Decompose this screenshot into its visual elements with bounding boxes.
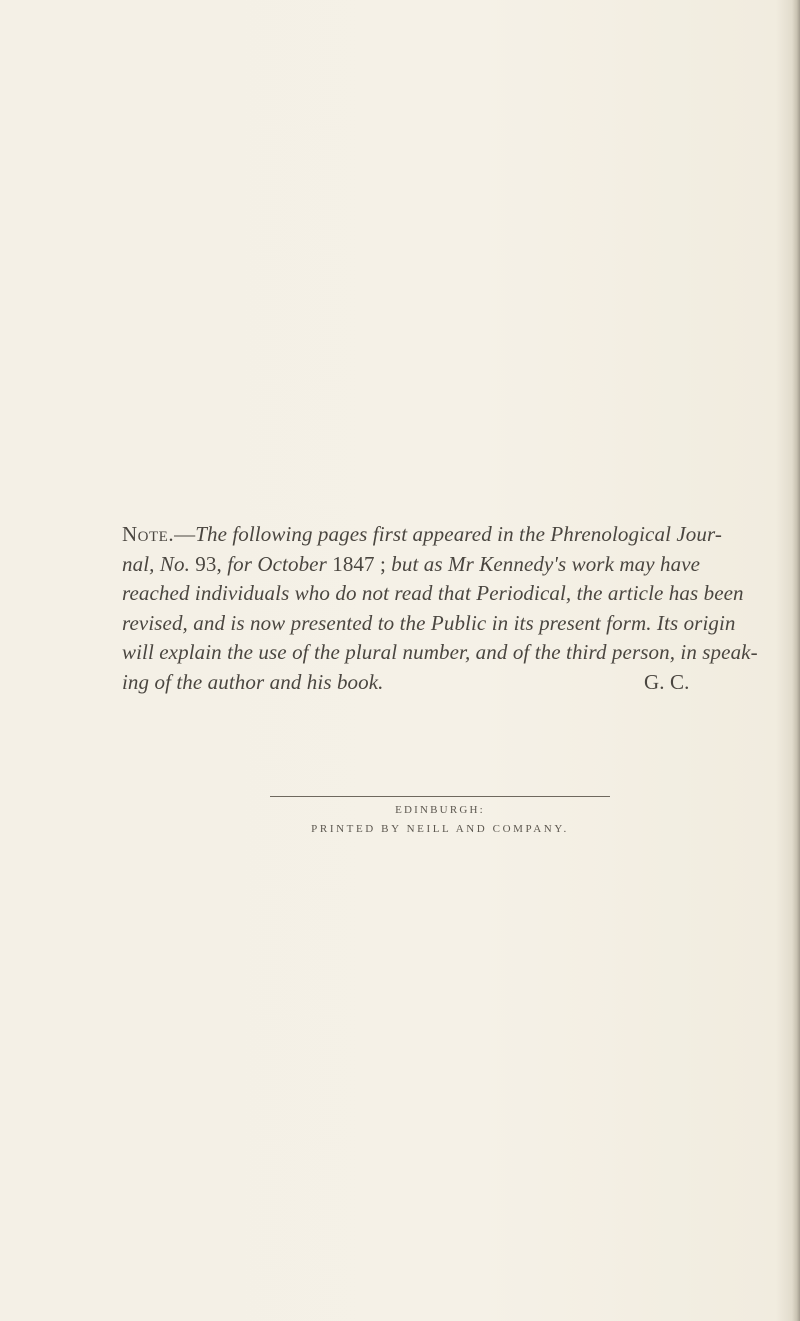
note-signature: G. C.: [644, 669, 690, 694]
imprint-city: EDINBURGH:: [395, 804, 485, 816]
note-line-2-journal: nal,: [122, 551, 155, 576]
note-line-2-rest: but as Mr Kennedy's work may have: [391, 551, 701, 576]
note-semicolon: ;: [380, 551, 386, 576]
note-line-2-no: No.: [159, 551, 190, 576]
note-line-1-text: The following pages first appeared in the Phrenological Jour-: [195, 522, 722, 546]
editorial-note: [122, 520, 758, 697]
note-line-6: [122, 668, 754, 698]
note-line-1: [122, 520, 754, 550]
note-line-3: reached individuals who do not read that Periodical, the article has been: [122, 581, 744, 605]
note-line-6-text: ing of the author and his book.: [122, 669, 384, 694]
page-edge-shadow: [792, 0, 800, 1321]
note-line-5: will explain the use of the plural number, and of the third person, in speak-: [122, 640, 758, 664]
note-line-4: revised, and is now presented to the Public in its present form. Its origin: [122, 610, 736, 635]
note-line-2-month: for October: [227, 551, 327, 576]
note-issue-number: 93,: [195, 551, 222, 576]
note-line-2: [122, 550, 754, 580]
imprint-printer: PRINTED BY NEILL AND COMPANY.: [311, 823, 569, 835]
note-dash: —: [174, 522, 196, 546]
note-label: Note.: [122, 522, 175, 546]
imprint-divider: [270, 796, 610, 797]
note-year: 1847: [332, 551, 375, 576]
